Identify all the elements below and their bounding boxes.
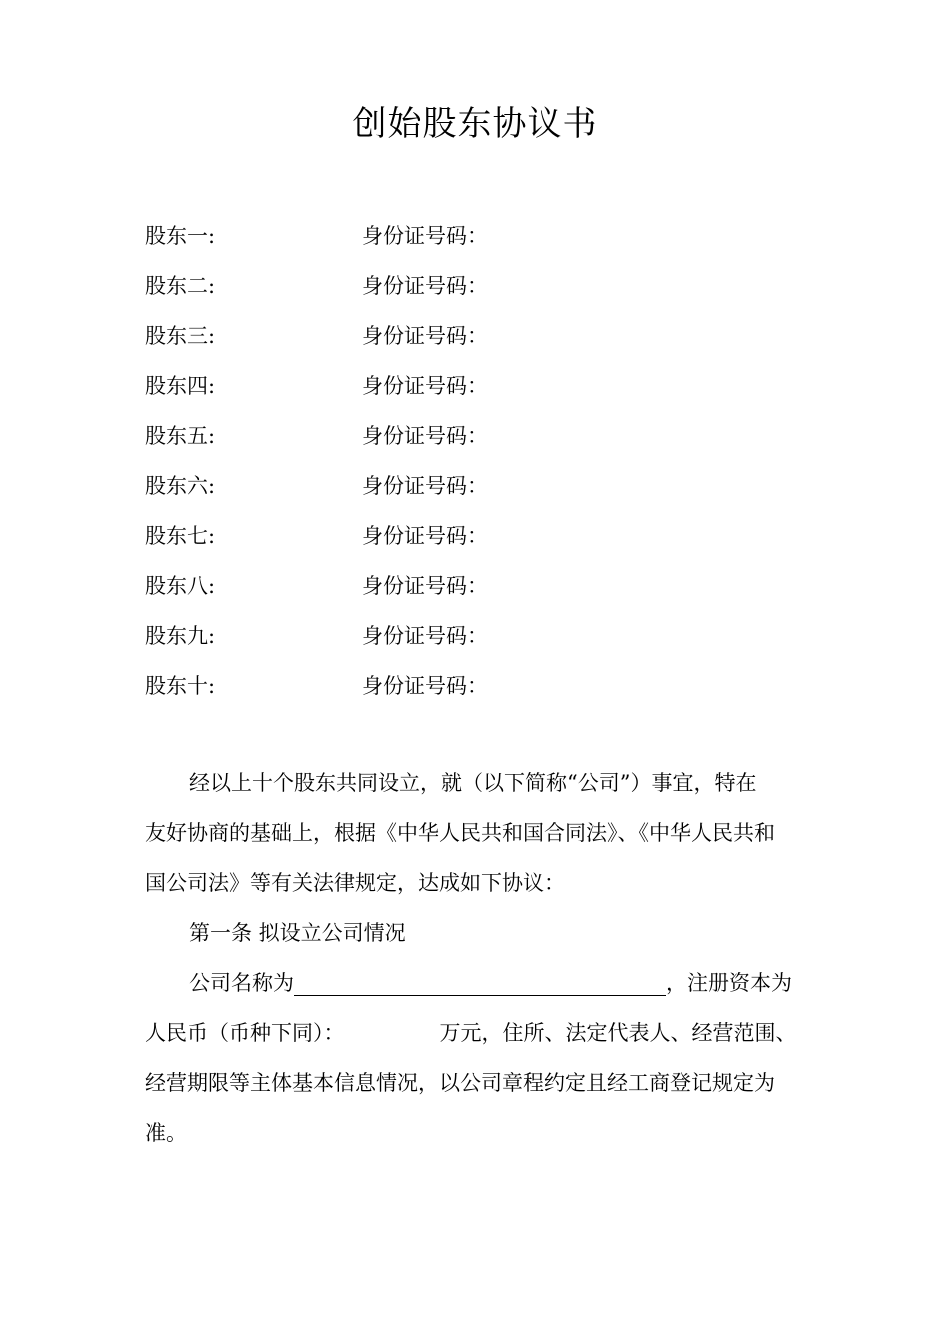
id-number-label: 身份证号码： (362, 524, 488, 548)
shareholder-row (145, 516, 805, 566)
shareholder-label: 股东六: (145, 474, 216, 498)
shareholder-row (145, 266, 805, 316)
shareholder-label: 股东四: (145, 374, 216, 398)
company-name-prefix: 公司名称为 (189, 971, 294, 995)
id-number-label: 身份证号码： (362, 474, 488, 498)
intro-paragraph (145, 758, 807, 908)
shareholder-row (145, 216, 805, 266)
intro-line: 国公司法》等有关法律规定，达成如下协议： (145, 871, 565, 895)
shareholder-label: 股东五: (145, 424, 216, 448)
currency-prefix: 人民币（币种下同）： (145, 1021, 345, 1045)
article-1-body (145, 958, 807, 1158)
registered-capital-suffix: ，注册资本为 (666, 971, 792, 995)
shareholder-label: 股东八: (145, 574, 216, 598)
intro-line: 经以上十个股东共同设立，就（以下简称“公司”）事宜，特在 (189, 771, 757, 795)
shareholder-row (145, 566, 805, 616)
shareholder-row (145, 466, 805, 516)
company-name-line (145, 958, 807, 1008)
shareholder-row (145, 316, 805, 366)
id-number-label: 身份证号码： (362, 324, 488, 348)
body-line: 准。 (145, 1121, 187, 1145)
shareholder-label: 股东二: (145, 274, 216, 298)
shareholder-list (145, 216, 805, 716)
id-number-label: 身份证号码： (362, 674, 488, 698)
shareholder-label: 股东七: (145, 524, 216, 548)
capital-suffix: 万元，住所、法定代表人、经营范围、 (439, 1021, 797, 1045)
shareholder-row (145, 616, 805, 666)
shareholder-label: 股东九: (145, 624, 216, 648)
shareholder-label: 股东十: (145, 674, 216, 698)
id-number-label: 身份证号码： (362, 574, 488, 598)
document-title: 创始股东协议书 (352, 104, 598, 144)
shareholder-row (145, 366, 805, 416)
company-name-blank[interactable] (294, 967, 666, 996)
body-line: 经营期限等主体基本信息情况，以公司章程约定且经工商登记规定为 (145, 1071, 775, 1095)
id-number-label: 身份证号码： (362, 624, 488, 648)
shareholder-row (145, 666, 805, 716)
article-heading (145, 908, 807, 958)
shareholder-label: 股东一: (145, 224, 216, 248)
id-number-label: 身份证号码： (362, 424, 488, 448)
id-number-label: 身份证号码： (362, 274, 488, 298)
id-number-label: 身份证号码： (362, 224, 488, 248)
shareholder-label: 股东三: (145, 324, 216, 348)
capital-line (145, 1008, 807, 1058)
id-number-label: 身份证号码： (362, 374, 488, 398)
article-1-heading: 第一条 拟设立公司情况 (189, 921, 406, 945)
intro-line: 友好协商的基础上，根据《中华人民共和国合同法》、《中华人民共和 (145, 821, 775, 845)
shareholder-row (145, 416, 805, 466)
